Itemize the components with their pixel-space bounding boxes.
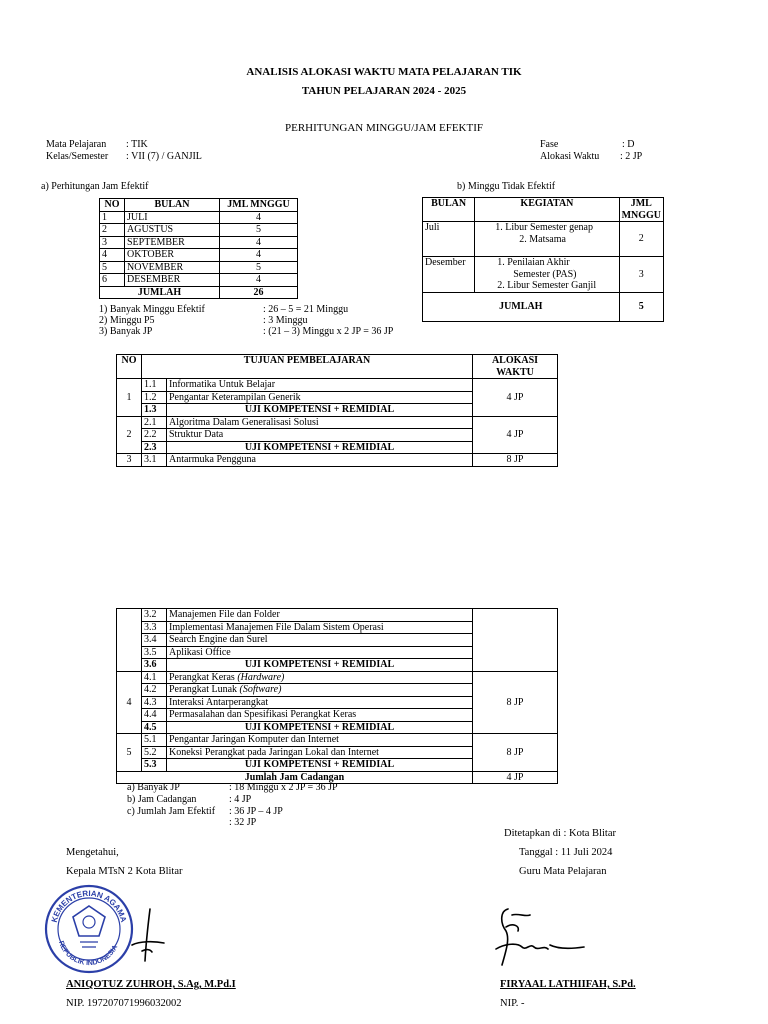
summary-label: b) Jam Cadangan (127, 794, 197, 805)
mapel-value: : TIK (126, 139, 148, 150)
cell-tujuan: Manajemen File dan Folder (167, 609, 473, 622)
tanggal-text: Tanggal : 11 Juli 2024 (519, 847, 613, 858)
table-row (100, 211, 298, 224)
cell-jml: 2 (619, 222, 663, 257)
svg-text:REPUBLIK INDONESIA (57, 940, 119, 967)
cell-bulan: OKTOBER (125, 249, 220, 262)
cell-jml: 4 (220, 211, 298, 224)
cell-code: 2.2 (142, 429, 167, 442)
table-row (100, 274, 298, 287)
cell-alokasi (473, 609, 558, 672)
cell-no: 3 (100, 236, 125, 249)
cell-no: 1 (100, 211, 125, 224)
tujuan-text: Perangkat Lunak (169, 684, 240, 695)
tujuan-italic: (Software) (239, 684, 282, 695)
note-label: 2) Minggu P5 (99, 315, 155, 326)
summary-value: : 36 JP – 4 JP (229, 806, 283, 817)
col-header: BULAN (423, 198, 475, 222)
cell-jml: 3 (619, 257, 663, 293)
cell-uji: UJI KOMPETENSI + REMIDIAL (167, 659, 473, 672)
stamp-text-bottom: REPUBLIK INDONESIA (56, 940, 120, 968)
alokasi-label: Alokasi Waktu (540, 151, 600, 162)
document-year: TAHUN PELAJARAN 2024 - 2025 (301, 85, 467, 97)
col-header: TUJUAN PEMBELAJARAN (142, 355, 473, 379)
kelas-value: : VII (7) / GANJIL (126, 151, 202, 162)
ditetapkan-text: Ditetapkan di : Kota Blitar (504, 828, 616, 839)
cell-alokasi: 8 JP (473, 734, 558, 772)
table-row (117, 609, 558, 622)
summary-label: c) Jumlah Jam Efektif (127, 806, 216, 817)
guru-name: FIRYAAL LATHIIFAH, S.Pd. (500, 979, 636, 990)
cell-jml: 4 (220, 236, 298, 249)
tujuan-italic: (Hardware) (237, 671, 285, 683)
cell-tujuan (167, 671, 473, 684)
cell-tujuan: Permasalahan dan Spesifikasi Perangkat Keras (167, 709, 473, 722)
kepala-name: ANIQOTUZ ZUHROH, S.Ag, M.Pd.I (66, 979, 236, 990)
cell-alokasi: 4 JP (473, 379, 558, 417)
cell-tujuan: Interaksi Antarperangkat (167, 696, 473, 709)
kepala-role: Kepala MTsN 2 Kota Blitar (66, 866, 183, 877)
cell-tujuan (167, 684, 473, 697)
cell-no: 3 (117, 454, 142, 467)
cadangan-label: Jumlah Jam Cadangan (117, 771, 473, 784)
document-title: ANALISIS ALOKASI WAKTU MATA PELAJARAN TIK (246, 66, 522, 78)
table-row (117, 379, 558, 392)
cell-tujuan: Struktur Data (167, 429, 473, 442)
table-row (100, 249, 298, 262)
cell-uji: UJI KOMPETENSI + REMIDIAL (167, 441, 473, 454)
cell-no: 4 (100, 249, 125, 262)
cell-jml: 4 (220, 249, 298, 262)
cell-no: 2 (117, 416, 142, 454)
cell-code: 3.1 (142, 454, 167, 467)
cell-tujuan: Search Engine dan Surel (167, 634, 473, 647)
guru-signature-icon (488, 903, 593, 971)
table-row (100, 236, 298, 249)
col-header: JML MNGGU (220, 199, 298, 212)
summary-label: a) Banyak JP (127, 782, 180, 793)
cell-bulan: AGUSTUS (125, 224, 220, 237)
cell-bulan: Desember (423, 257, 475, 293)
cell-code: 5.1 (142, 734, 167, 747)
tujuan-pembelajaran-table (116, 354, 558, 467)
cell-jml: 5 (220, 261, 298, 274)
cell-tujuan: Algoritma Dalam Generalisasi Solusi (167, 416, 473, 429)
cell-alokasi: 8 JP (473, 671, 558, 734)
total-label: JUMLAH (100, 286, 220, 299)
cell-no: 1 (117, 379, 142, 417)
cell-uji: UJI KOMPETENSI + REMIDIAL (167, 759, 473, 772)
cell-code: 1.3 (142, 404, 167, 417)
note-value: : 26 – 5 = 21 Minggu (263, 304, 349, 315)
cell-kegiatan (475, 257, 619, 293)
cell-code: 3.5 (142, 646, 167, 659)
fase-label: Fase (540, 139, 559, 150)
table-row (100, 224, 298, 237)
cell-tujuan: Pengantar Keterampilan Generik (167, 391, 473, 404)
minggu-tidak-efektif-table (422, 197, 664, 322)
col-header: ALOKASI WAKTU (473, 355, 558, 379)
table-row (100, 261, 298, 274)
cell-tujuan: Koneksi Perangkat pada Jaringan Lokal dan Internet (167, 746, 473, 759)
total-value: 26 (220, 286, 298, 299)
cell-bulan: JULI (125, 211, 220, 224)
cell-code: 5.3 (142, 759, 167, 772)
cell-jml: 5 (220, 224, 298, 237)
cell-uji: UJI KOMPETENSI + REMIDIAL (167, 404, 473, 417)
table-row (117, 671, 558, 684)
section-a-heading: a) Perhitungan Jam Efektif (41, 181, 149, 192)
cell-tujuan: Antarmuka Pengguna (167, 454, 473, 467)
kepala-signature-icon (120, 905, 170, 965)
cell-uji: UJI KOMPETENSI + REMIDIAL (167, 721, 473, 734)
table-row (117, 454, 558, 467)
cell-code: 1.2 (142, 391, 167, 404)
cell-code: 4.5 (142, 721, 167, 734)
table-row (117, 734, 558, 747)
col-header: KEGIATAN (475, 198, 619, 222)
total-row (423, 292, 664, 321)
jam-efektif-table (99, 198, 298, 299)
cell-tujuan: Informatika Untuk Belajar (167, 379, 473, 392)
kegiatan-item: 1. Libur Semester genap (495, 222, 593, 233)
cell-tujuan: Implementasi Manajemen File Dalam Sistem Operasi (167, 621, 473, 634)
section-b-heading: b) Minggu Tidak Efektif (457, 181, 556, 192)
cell-bulan: DESEMBER (125, 274, 220, 287)
cell-tujuan: Pengantar Jaringan Komputer dan Internet (167, 734, 473, 747)
cell-code: 3.6 (142, 659, 167, 672)
cell-no: 2 (100, 224, 125, 237)
cell-alokasi: 8 JP (473, 454, 558, 467)
kelas-label: Kelas/Semester (46, 151, 109, 162)
cell-code: 4.2 (142, 684, 167, 697)
cell-no (117, 609, 142, 672)
mengetahui-text: Mengetahui, (66, 847, 119, 858)
col-header: NO (117, 355, 142, 379)
cell-code: 4.3 (142, 696, 167, 709)
col-header: NO (100, 199, 125, 212)
cadangan-value: 4 JP (473, 771, 558, 784)
kegiatan-item: 2. Libur Semester Ganjil (497, 280, 597, 291)
cell-no: 4 (117, 671, 142, 734)
note-value: : 3 Minggu (263, 315, 308, 326)
kegiatan-item: 2. Matsama (519, 233, 566, 245)
cell-code: 2.1 (142, 416, 167, 429)
cell-code: 4.4 (142, 709, 167, 722)
col-header: BULAN (125, 199, 220, 212)
cell-code: 3.4 (142, 634, 167, 647)
table-row (117, 416, 558, 429)
table-row (423, 257, 664, 293)
summary-value: : 32 JP (229, 817, 257, 828)
cell-alokasi: 4 JP (473, 416, 558, 454)
cell-code: 3.3 (142, 621, 167, 634)
note-label: 3) Banyak JP (99, 326, 153, 337)
kegiatan-item: Semester (PAS) (513, 268, 577, 280)
table-row (423, 222, 664, 257)
cell-code: 5.2 (142, 746, 167, 759)
mapel-label: Mata Pelajaran (46, 139, 107, 150)
alokasi-value: : 2 JP (620, 151, 643, 162)
cell-kegiatan (475, 222, 619, 257)
cell-jml: 4 (220, 274, 298, 287)
document-subtitle: PERHITUNGAN MINGGU/JAM EFEKTIF (285, 122, 483, 134)
total-value: 5 (619, 292, 663, 321)
kegiatan-item: 1. Penilaian Akhir (497, 257, 570, 268)
summary-value: : 4 JP (229, 794, 252, 805)
note-label: 1) Banyak Minggu Efektif (99, 304, 205, 315)
summary-value: : 18 Minggu x 2 JP = 36 JP (229, 782, 338, 793)
fase-value: : D (622, 139, 635, 150)
total-label: JUMLAH (423, 292, 620, 321)
tujuan-text: Perangkat Keras (169, 671, 238, 683)
cell-code: 2.3 (142, 441, 167, 454)
kepala-nip: NIP. 197207071996032002 (66, 998, 182, 1009)
guru-role: Guru Mata Pelajaran (519, 866, 607, 877)
cell-bulan: NOVEMBER (125, 261, 220, 274)
cell-code: 4.1 (142, 671, 167, 684)
guru-nip: NIP. - (500, 998, 525, 1009)
col-header: JML MNGGU (619, 198, 663, 222)
cell-no: 6 (100, 274, 125, 287)
tujuan-pembelajaran-table-continued (116, 608, 558, 784)
cell-code: 3.2 (142, 609, 167, 622)
total-row (100, 286, 298, 299)
cell-code: 1.1 (142, 379, 167, 392)
note-value: : (21 – 3) Minggu x 2 JP = 36 JP (263, 326, 394, 337)
cell-bulan: Juli (423, 222, 475, 257)
cell-no: 5 (117, 734, 142, 772)
cell-bulan: SEPTEMBER (125, 236, 220, 249)
stamp-text-top: KEMENTERIAN AGAMA (49, 888, 129, 924)
cell-no: 5 (100, 261, 125, 274)
cell-tujuan: Aplikasi Office (167, 646, 473, 659)
